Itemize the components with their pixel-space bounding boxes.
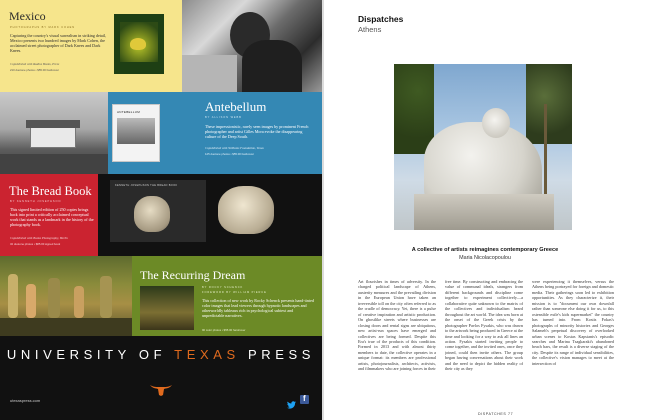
antebellum-title: Antebellum (205, 99, 267, 114)
article-column-3: were experiencing it themselves, versus the Athens being portrayed for foreign and domestic media. Their gatherings soon led to exhibition opportunities. As they characterize it, their mission is to "document our own downfall rather than someone else doing it for us, to this ostensible exile's kids supermarket" the country has turned into. From Kostis Fokas's photographs of minority histories and Georges Salameh's perpetual discovery of overlooked urban scenes to Kostas Kapsianis's episodic searches and Marina Tsagkaraki's abandoned beach bars, the result is a diverse staging of the city. Despite its range of individual sensibilities, the collective's vision manages to meet at the intersection of (532, 279, 614, 366)
bread-book-note: Copublished with Books Photography, Berlin (10, 236, 68, 240)
press-word-university: UNIVERSITY (6, 347, 131, 362)
mexico-book-cover (114, 14, 164, 74)
bread-book-byline: BY KENNETH JOSEPHSON (10, 200, 62, 203)
antebellum-description: These impressionistic, rarely seen images by prominent French photographer and artist Gilles Mora evoke the disappearing culture of the Deep South. (205, 124, 309, 140)
twitter-icon[interactable] (287, 396, 296, 404)
section-title: Dispatches (358, 14, 404, 24)
page-number: 77 (508, 412, 514, 416)
athens-statue-photo (394, 64, 572, 230)
recurring-dream-description: This collection of new work by Rocky Schenck presents hand-tinted color images that lead viewers through hypnotic landscapes and otherworldly tableaux rich in psychological subtext and unpredictable narratives. (202, 298, 314, 319)
mexico-price: 210 duotone photos • $55.00 hardcover (10, 68, 60, 72)
facebook-icon[interactable]: f (300, 395, 309, 404)
section-subtitle: Athens (358, 25, 382, 34)
bread-book-description: This signed limited edition of 250 copies brings back into print a critically acclaimed conceptual work that stands as a landmark in the history of the photography book. (10, 207, 94, 228)
recurring-dream-title: The Recurring Dream (140, 268, 246, 282)
antebellum-cover-label: ANTEBELLUM (117, 110, 141, 114)
mexico-description: Capturing the country's visual surrealism in striking detail, Mexico presents two hundred images by Mark Cohen, the acclaimed street photographer of Dark Knees and Dark Knees. (10, 33, 107, 54)
recurring-dream-photo (0, 256, 132, 336)
mexico-photo (182, 0, 322, 92)
press-name (0, 347, 322, 362)
press-url-link[interactable]: utexaspress.com (10, 398, 41, 403)
mexico-note: Copublished with Radius Books, Press (10, 62, 60, 66)
recurring-dream-price: 90 color photos • $55.00 hardcover (202, 328, 246, 332)
footer-section: DISPATCHES (478, 412, 507, 416)
bread-book-cover (110, 180, 206, 242)
press-footer (0, 336, 322, 420)
antebellum-note: Copublished with Williams Foundation, Texas (205, 146, 264, 150)
mexico-byline: PHOTOGRAPHS BY MARK COHEN (10, 26, 76, 29)
left-page (0, 0, 322, 420)
article-column-2: free time. By constructing and embracing the value of communal ideals, strangers from different backgrounds and discipline come together to experiment collectively—a collaborative quite unknown to the matrix of the collectives and individualism heard throughout the art world. The idea was born at the onset of the Greek crisis by the photographer Pavlos Fysakis, who was drawn to the artwork being produced in Greece at the time and looking for a way to ask all lines an action. Fysakis started inviting people to come together, and the invited ones, once they joined, could then invite others. The group began having conversations about their work and the need to depict the hidden reality of their city as they (445, 279, 523, 372)
bread-book-price: 32 duotone photos • $85.00 signed book (10, 242, 61, 246)
right-page (324, 0, 646, 420)
antebellum-byline: BY ALLISON WEBB (205, 116, 242, 119)
photo-caption: A collective of artists reimagines contemporary Greece (411, 247, 559, 253)
bread-book-band (0, 174, 322, 256)
recurring-dream-byline2: FOREWORD BY WILLIAM PIERCE (202, 291, 267, 294)
article-column-1: Art flourishes in times of adversity. In the charged political landscape of Athens, austerity measures and the prevailing division in the European Union have taken an irreversible toll on the city often referred to as the cradle of democracy. Yet, there is a pulse of creative inspiration and artistic production. On ghostlike streets where businesses are closing doors and rental signs are ubiquitous, new artist-run spaces have emerged and collectives are being formed. Despite this Era's true of the products of this condition. Formed in 2013 and with almost thirty members to date, the collective operates in a unique format: its members are professional artists, photojournalists, architects, activists, and filmmakers who are joining forces in their (358, 279, 436, 372)
bread-book-cover-label: KENNETH JOSEPHSON THE BREAD BOOK (115, 184, 178, 187)
longhorn-logo-icon (149, 383, 173, 397)
bread-book-title: The Bread Book (9, 184, 92, 198)
mexico-title: Mexico (9, 9, 46, 23)
antebellum-book-cover (112, 104, 160, 162)
article-author: Maria Nicolacopoulou (459, 255, 511, 261)
antebellum-price: 125 duotone photos • $55.00 hardcover (205, 152, 255, 156)
press-word-of: OF (138, 347, 167, 362)
recurring-dream-band (132, 256, 322, 336)
recurring-dream-book-cover (140, 286, 194, 330)
press-word-texas: TEXAS (174, 347, 240, 362)
press-word-press: PRESS (248, 347, 316, 362)
recurring-dream-byline: BY ROCKY SCHENCK (202, 286, 244, 289)
antebellum-photo (0, 92, 108, 174)
antebellum-band (108, 92, 322, 174)
page-footer (478, 412, 513, 416)
